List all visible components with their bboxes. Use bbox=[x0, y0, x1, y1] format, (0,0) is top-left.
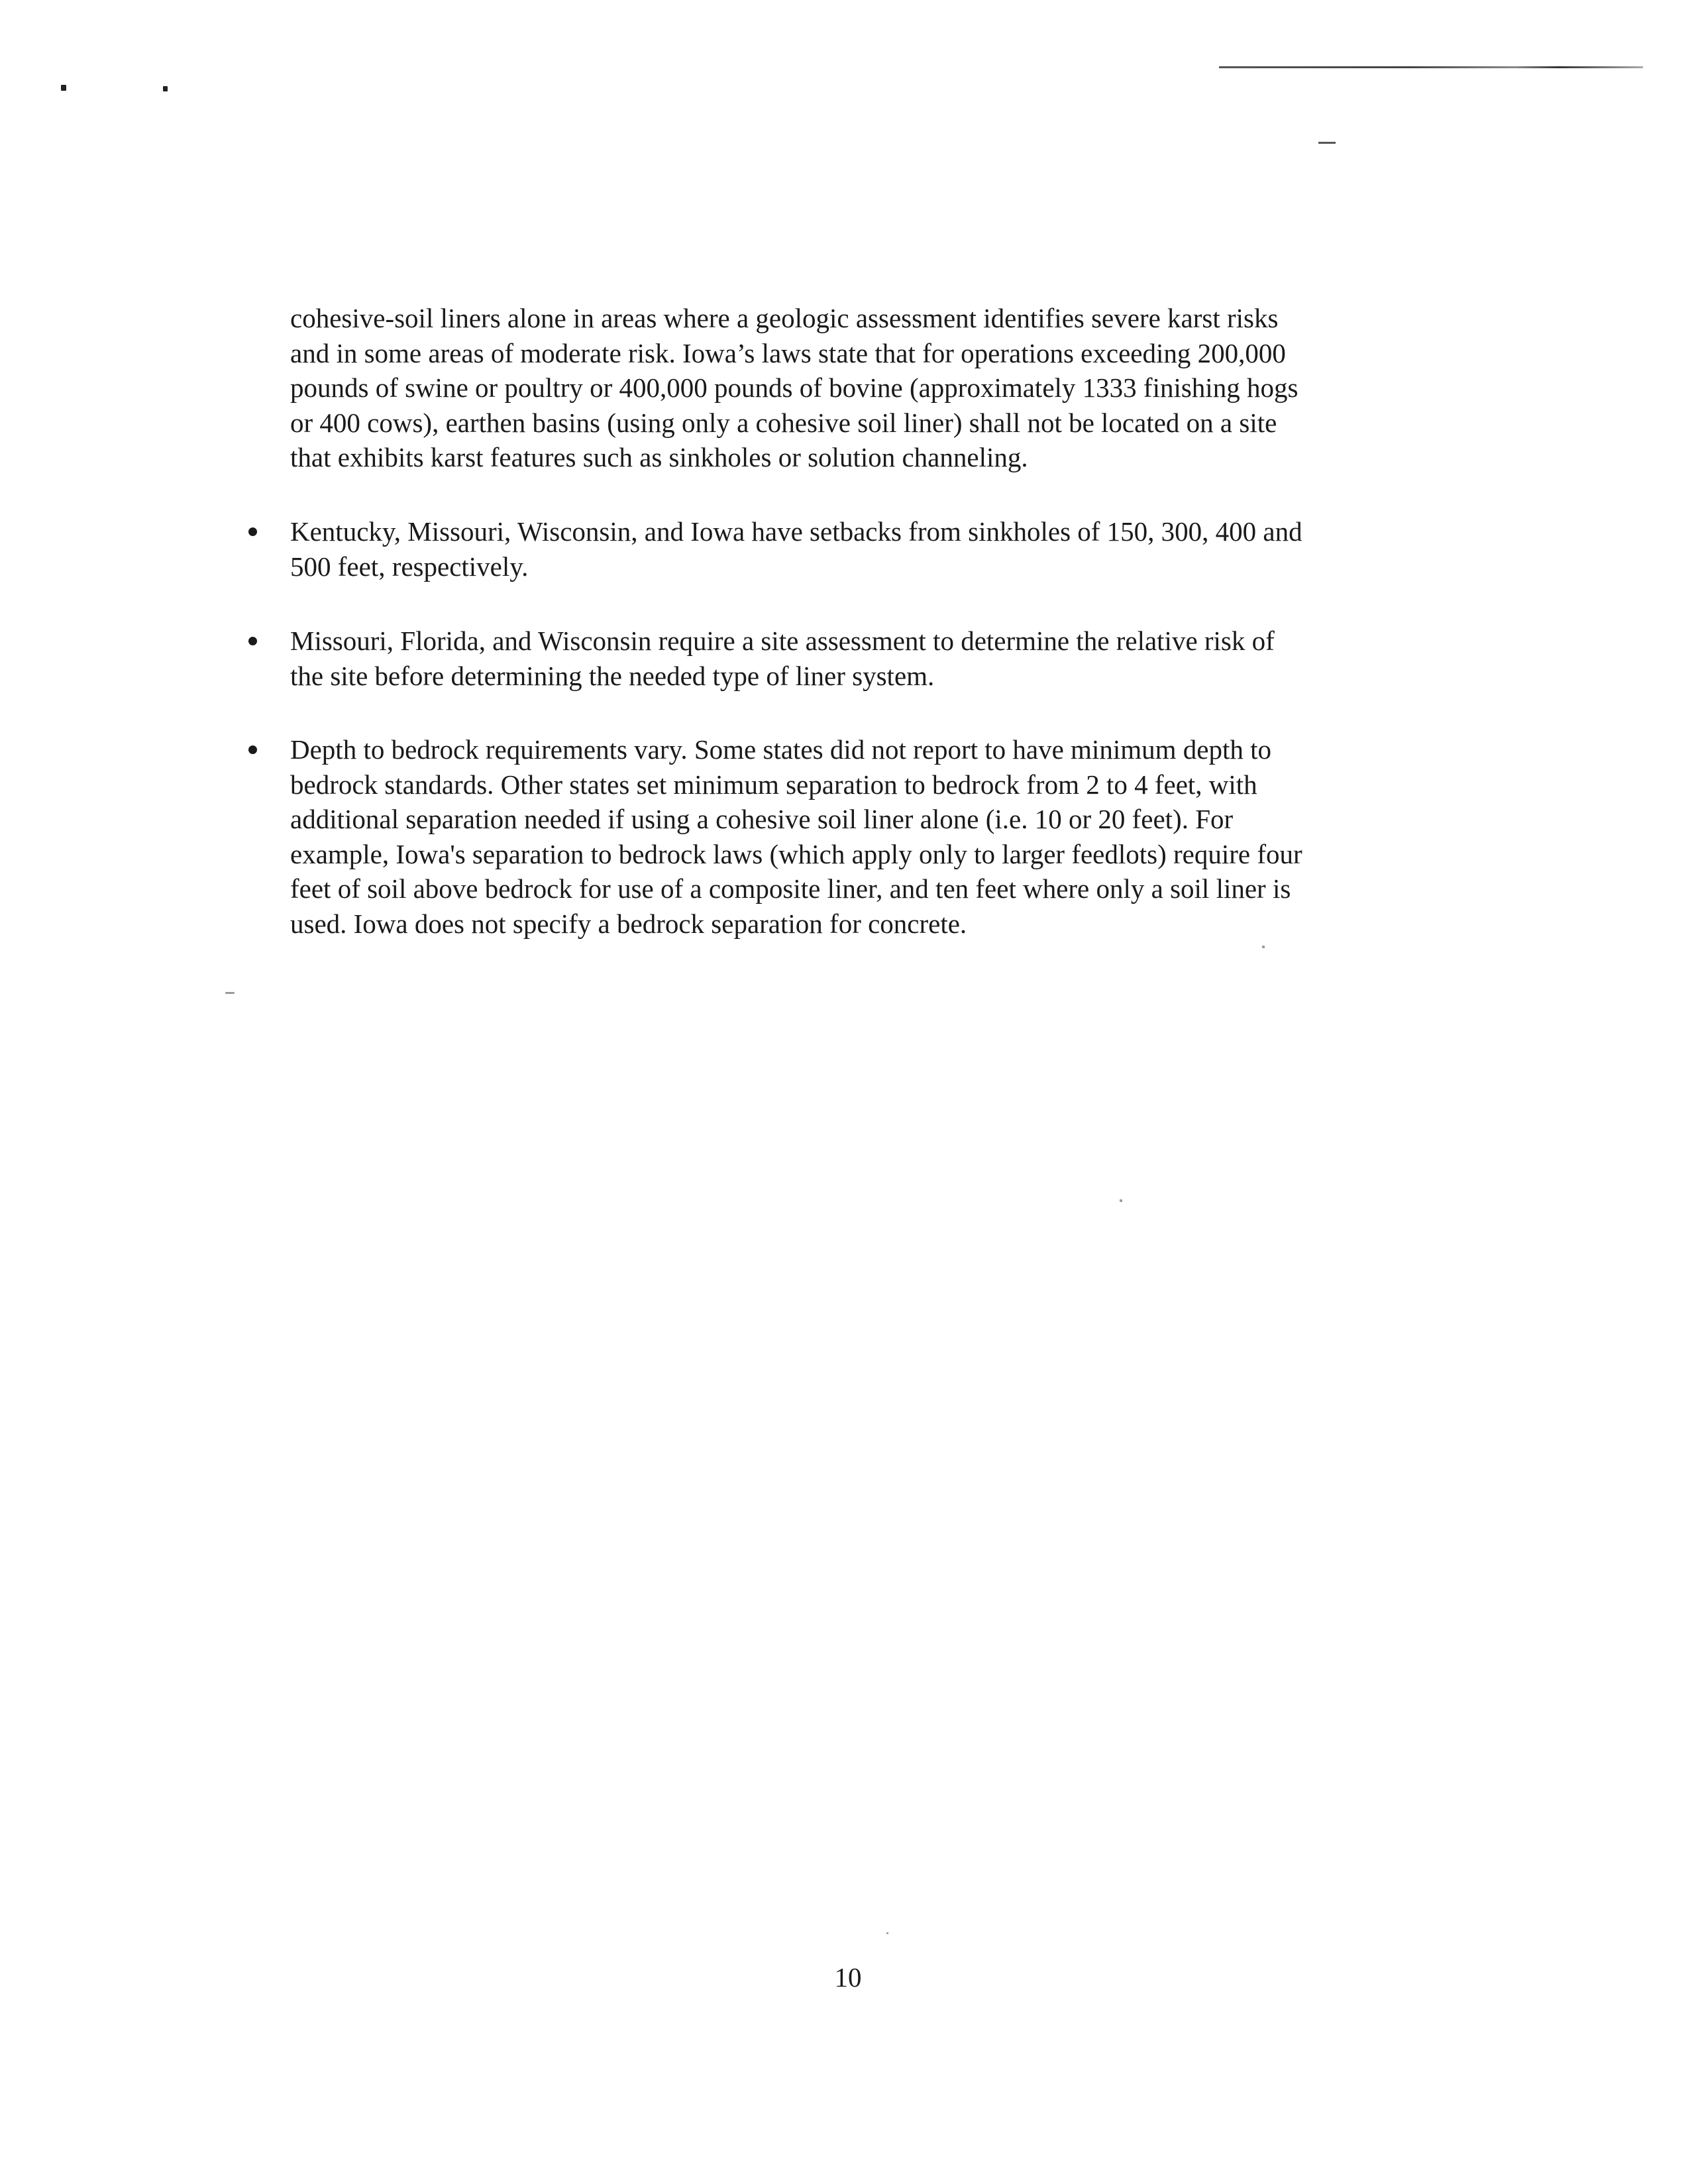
intro-line: or 400 cows), earthen basins (using only a cohesive soil liner) shall not be located on a site bbox=[290, 407, 1277, 438]
bullet-line: feet of soil above bedrock for use of a composite liner, and ten feet where only a soil liner is bbox=[290, 873, 1291, 904]
bullet-line: bedrock standards. Other states set minimum separation to bedrock from 2 to 4 feet, with bbox=[290, 769, 1257, 800]
bullet-line: used. Iowa does not specify a bedrock separation for concrete. bbox=[290, 908, 967, 939]
bullet-line: Depth to bedrock requirements vary. Some states did not report to have minimum depth to bbox=[290, 734, 1271, 765]
intro-paragraph bbox=[290, 301, 1430, 475]
intro-line: and in some areas of moderate risk. Iowa’s laws state that for operations exceeding 200,000 bbox=[290, 337, 1286, 368]
scan-top-rule bbox=[1219, 66, 1643, 68]
scan-top-dash bbox=[1318, 142, 1336, 144]
scan-speck bbox=[163, 86, 168, 91]
bullet-icon bbox=[248, 745, 257, 754]
scan-speck bbox=[225, 992, 235, 994]
page-number: 10 bbox=[834, 1962, 862, 1993]
intro-line: that exhibits karst features such as sinkholes or solution channeling. bbox=[290, 442, 1028, 472]
bullet-line: the site before determining the needed type of liner system. bbox=[290, 660, 935, 691]
bullet-text bbox=[290, 514, 1443, 584]
scan-speck bbox=[1120, 1199, 1122, 1202]
bullet-line: Missouri, Florida, and Wisconsin require a site assessment to determine the relative risk of bbox=[290, 626, 1275, 656]
bullet-icon bbox=[248, 637, 257, 645]
bullet-icon bbox=[248, 527, 257, 536]
bullet-text bbox=[290, 624, 1443, 693]
intro-line: cohesive-soil liners alone in areas where a geologic assessment identifies severe karst risks bbox=[290, 303, 1279, 333]
bullet-line: example, Iowa's separation to bedrock laws (which apply only to larger feedlots) require four bbox=[290, 838, 1302, 869]
intro-line: pounds of swine or poultry or 400,000 pounds of bovine (approximately 1333 finishing hogs bbox=[290, 372, 1298, 403]
bullet-line: additional separation needed if using a cohesive soil liner alone (i.e. 10 or 20 feet). For bbox=[290, 804, 1234, 834]
bullet-line: 500 feet, respectively. bbox=[290, 551, 529, 582]
scan-speck bbox=[886, 1932, 888, 1934]
bullet-line: Kentucky, Missouri, Wisconsin, and Iowa have setbacks from sinkholes of 150, 300, 400 and bbox=[290, 516, 1302, 547]
scan-speck bbox=[1262, 946, 1265, 948]
scan-speck bbox=[61, 85, 66, 91]
bullet-text bbox=[290, 732, 1443, 941]
